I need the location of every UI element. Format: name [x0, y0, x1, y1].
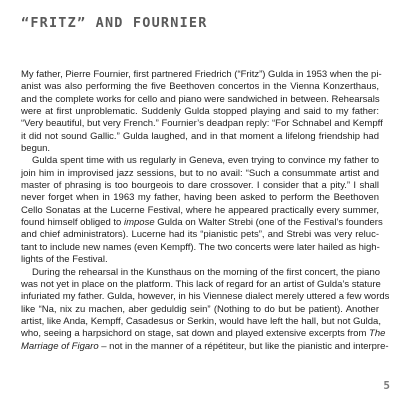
text-line	[21, 143, 379, 155]
text-line	[21, 254, 379, 266]
text-run: lights of the Festival.	[21, 254, 108, 266]
text-line	[21, 316, 379, 328]
text-line	[21, 229, 379, 241]
text-line	[21, 118, 383, 130]
text-run: like “Na, nix zu machen, aber geduldig sein” (Nothing to do but be patient). Another	[21, 303, 379, 315]
text-run: it did not sound Gallic.” Gulda laughed, and in that moment a lifelong friendship had	[21, 130, 379, 142]
text-line	[21, 217, 383, 229]
text-run: During the rehearsal in the Kunsthaus on the morning of the first concert, the piano	[32, 266, 381, 278]
text-run: who, seeing a harpsichord on stage, sat down and played extensive excerpts from	[21, 328, 370, 340]
text-run: anist was also performing the five Beethoven concertos in the Vienna Konzerthaus,	[21, 81, 379, 93]
text-run: never forget when in 1963 my father, having been asked to perform the Beethoven	[21, 192, 379, 204]
text-line	[21, 155, 379, 167]
text-run: and the complete works for cello and piano were sandwiched in between. Rehearsals	[21, 93, 380, 105]
text-run: – not in the manner of a répétiteur, but like the pianistic and interpre-	[98, 340, 389, 352]
text-run: tant to include new names (even Kempff). The two concerts were later hailed as high-	[21, 241, 380, 253]
italic-text: Marriage of Figaro	[21, 340, 99, 352]
text-run: “Very beautiful, but very French.” Fournier’s deadpan reply: “For Schnabel and Kempff	[21, 118, 383, 130]
text-run: master of phrasing is too bourgeois to dare crossover. I consider that a pity.” I shall	[21, 180, 379, 192]
text-line	[21, 328, 386, 340]
text-line	[21, 242, 379, 254]
text-line	[21, 279, 379, 291]
text-run: Gulda spent time with us regularly in Geneva, even trying to convince my father to	[32, 155, 379, 167]
text-line	[21, 192, 379, 204]
text-line	[21, 168, 379, 180]
text-run: were at first unproblematic. Suddenly Gulda stopped playing and said to my father:	[21, 106, 379, 118]
text-line	[21, 106, 379, 118]
text-run: was not yet in place on the platform. This lack of regard for an artist of Gulda’s stature	[21, 278, 381, 290]
text-run: begun.	[21, 143, 51, 155]
text-run: found himself obliged to	[21, 217, 124, 229]
text-line	[21, 267, 379, 279]
text-line	[21, 340, 389, 353]
text-run: Gulda on Walter Strebi (one of the Festival’s founders	[154, 217, 383, 229]
text-line	[21, 180, 379, 192]
text-line	[21, 304, 379, 316]
italic-text: impose	[123, 217, 155, 229]
text-run: Cello Sonatas at the Lucerne Festival, where he appeared practically every summer,	[21, 204, 379, 216]
text-line	[21, 291, 390, 303]
text-line	[21, 94, 379, 106]
text-run: and chief administrators). Lucerne had its “pianistic pets”, and Strebi was very reluc-	[21, 229, 379, 241]
text-line	[21, 69, 382, 81]
italic-text: The	[369, 328, 386, 340]
text-run: artist, like Anda, Kempff, Casadesus or Serkin, would have left the hall, but not Gulda,	[21, 315, 381, 327]
paragraph	[21, 69, 383, 155]
page-number: 5	[383, 379, 390, 392]
article-body	[21, 69, 390, 353]
text-run: My father, Pierre Fournier, first partnered Friedrich (“Fritz”) Gulda in 1953 when the pi-	[21, 69, 382, 80]
text-line	[21, 81, 379, 93]
paragraph	[21, 155, 383, 266]
text-run: infuriated my father. Gulda, however, in his Viennese dialect merely uttered a few words	[21, 291, 390, 303]
text-line	[21, 205, 379, 217]
paragraph	[21, 266, 390, 353]
text-run: join him in improvised jazz sessions, but to no avail: “Such a consummate artist and	[21, 167, 379, 179]
page-title: “FRITZ” AND FOURNIER	[21, 15, 208, 31]
text-line	[21, 131, 379, 143]
